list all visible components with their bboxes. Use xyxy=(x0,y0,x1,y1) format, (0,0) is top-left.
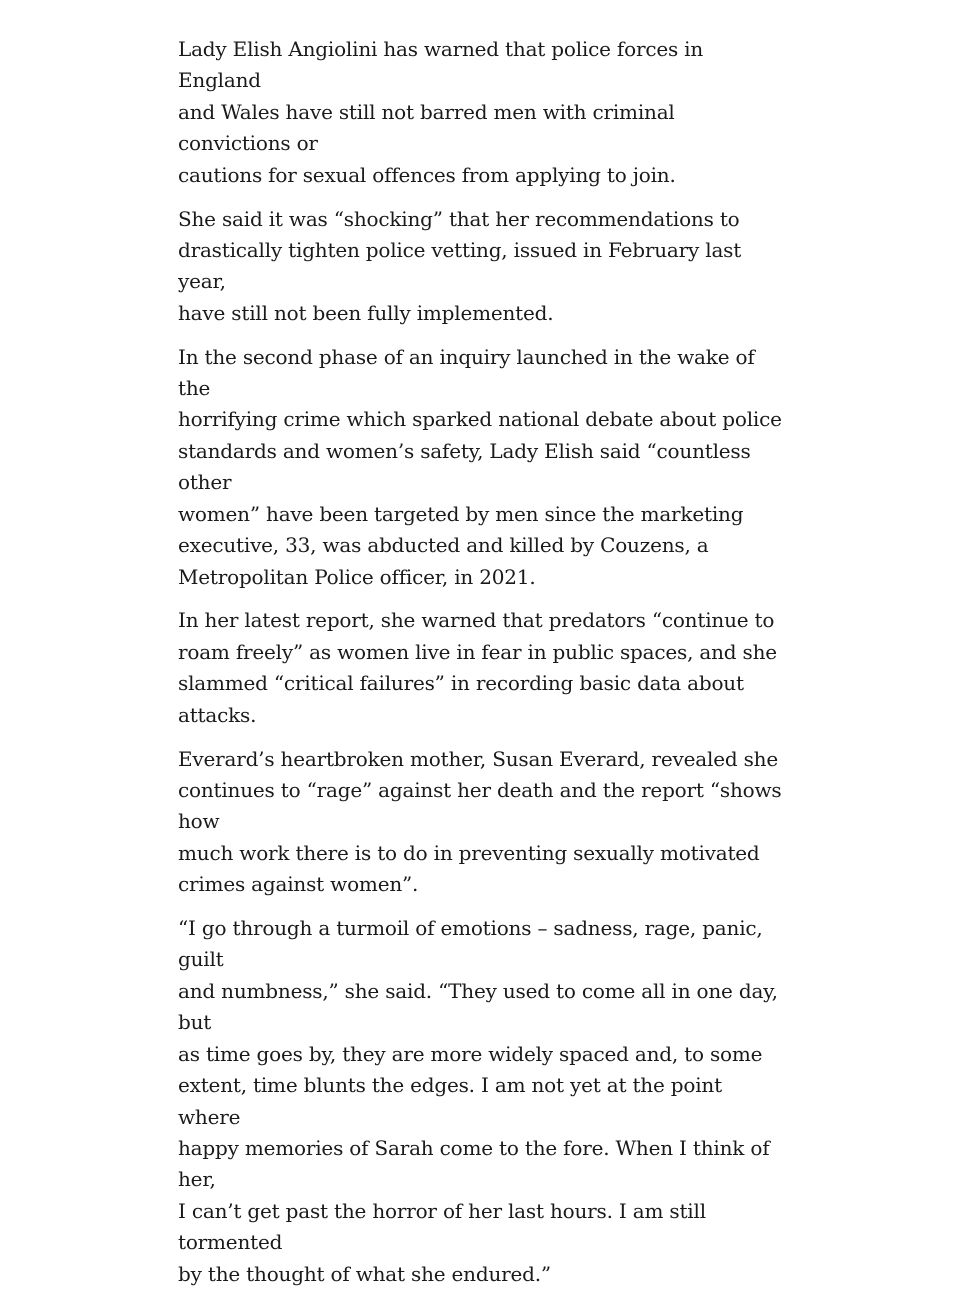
article-paragraph: “I go through a turmoil of emotions – sadness, rage, panic, guilt and numbness,” she said. “They used to come all in one day, but as time goes by, they are more widely spaced and, to some extent, time blunts the edges. I am not yet at the point where happy memories of Sarah come to the fore. When I think of her, I can’t get past the horror of her last hours. I am still tormented by the thought of what she endured.” xyxy=(178,916,778,1286)
article-paragraph: Everard’s heartbroken mother, Susan Everard, revealed she continues to “rage” against her death and the report “shows how much work there is to do in preventing sexually motivated crimes against women”. xyxy=(178,746,782,897)
article-body xyxy=(178,34,788,1302)
article-paragraph: In her latest report, she warned that predators “continue to roam freely” as women live in fear in public spaces, and she slammed “critical failures” in recording basic data about attacks. xyxy=(178,608,777,727)
article-paragraph: In the second phase of an inquiry launched in the wake of the horrifying crime which sparked national debate about police standards and women’s safety, Lady Elish said “countless other women” have been targeted by men since the marketing executive, 33, was abducted and killed by Couzens, a Metropolitan Police officer, in 2021. xyxy=(178,344,782,589)
article-paragraph: Lady Elish Angiolini has warned that police forces in England and Wales have still not barred men with criminal convictions or cautions for sexual offences from applying to join. xyxy=(178,37,704,187)
article-paragraph: She said it was “shocking” that her recommendations to drastically tighten police vetting, issued in February last year, have still not been fully implemented. xyxy=(178,206,742,325)
